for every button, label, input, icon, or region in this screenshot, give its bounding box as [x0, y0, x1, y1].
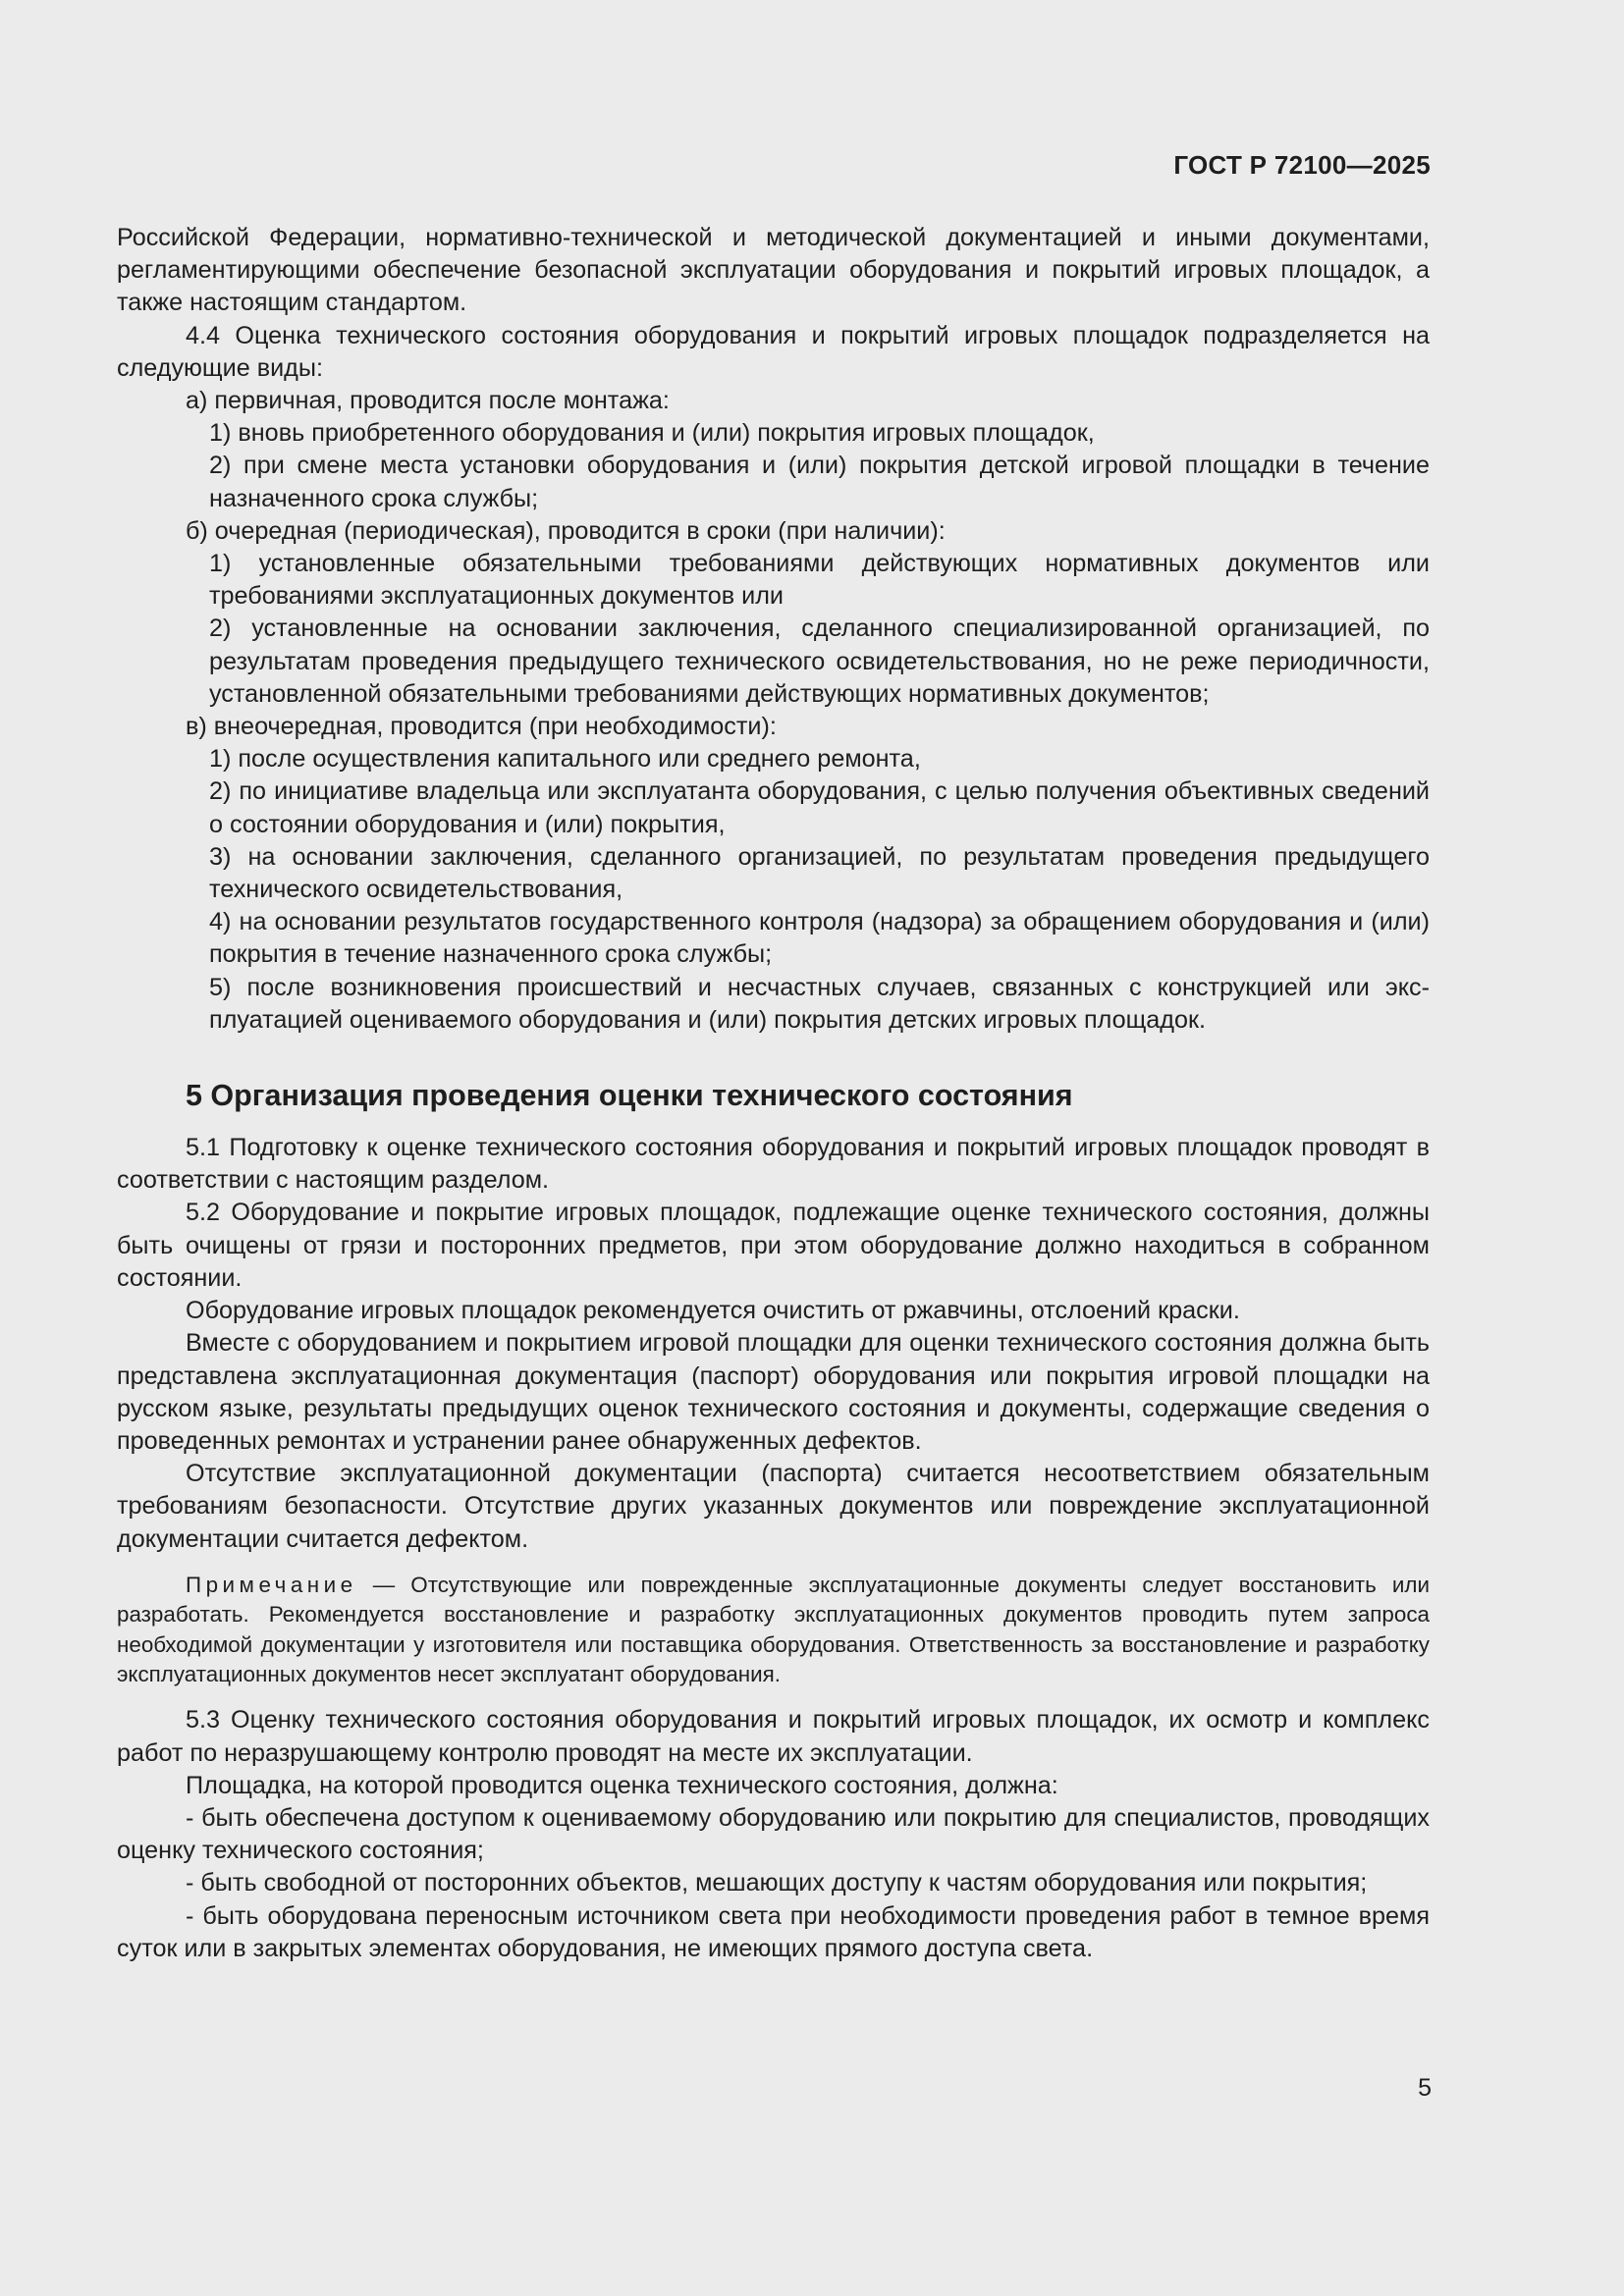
- note-label: Примечание: [186, 1572, 357, 1597]
- site-requirement-1: - быть обеспечена доступом к оцениваемому оборудованию или покрытию для специалистов, проводящих оценку технического состояния;: [117, 1803, 1430, 1865]
- paragraph-5-2: 5.2 Оборудование и покрытие игровых площадок, подлежащие оценке технического состояния, должны быть очищены от грязи и посторонних предметов, при этом оборудование должно находиться в собранном состоянии.: [117, 1199, 1430, 1292]
- list-item-a: а) первичная, проводится после монтажа:: [186, 387, 670, 415]
- list-item-b: б) очередная (периодическая), проводится в сроки (при наличии):: [186, 516, 946, 545]
- document-code-header: ГОСТ Р 72100—2025: [1173, 150, 1431, 180]
- note-text: — Отсутствующие или поврежденные эксплуатационные документы следует восстановить или разработать. Рекомендуется восстановление и разработку эксплуатационных документов проводить путем запроса необходимой документации у изготовителя или поставщика оборудования. Ответственность за восстановление и разработку эксплуатационных документов несет эксплуатант оборудования.: [117, 1572, 1430, 1686]
- site-requirement-2: - быть свободной от посторонних объектов, мешающих доступу к частям оборудования или покрытия;: [186, 1869, 1368, 1897]
- paragraph-5-3: 5.3 Оценку технического состояния оборудования и покрытий игровых площадок, их осмотр и комплекс работ по неразрушающему контролю проводят на месте их эксплуатации.: [117, 1706, 1430, 1767]
- page-content: [117, 222, 1430, 1965]
- list-item-v-4: 4) на основании результатов государственного контроля (надзора) за обращением оборудования и (или) покрытия в течение назначенного срока службы;: [209, 908, 1430, 969]
- paragraph-cleaning: Оборудование игровых площадок рекомендуется очистить от ржавчины, отслоений краски.: [186, 1297, 1240, 1325]
- paragraph-4-4: 4.4 Оценка технического состояния оборудования и покрытий игровых площадок подразделяется на следующие виды:: [117, 321, 1430, 382]
- page-number: 5: [1418, 2074, 1432, 2102]
- list-item-v-5: 5) после возникновения происшествий и несчастных случаев, связанных с конструкцией или эксплуатацией оцениваемого оборудования и (или) покрытия детских игровых площадок.: [209, 973, 1430, 1034]
- list-item-a-1: 1) вновь приобретенного оборудования и (или) покрытия игровых площадок,: [209, 419, 1095, 448]
- note-block: [117, 1571, 1430, 1690]
- list-item-b-2: 2) установленные на основании заключения, сделанного специализированной организацией, по результатам проведения предыдущего технического освидетельствования, но не реже периодичности, установленной обязательными требованиями действующих нормативных документов;: [209, 614, 1430, 708]
- paragraph-5-1: 5.1 Подготовку к оценке технического состояния оборудования и покрытий игровых площадок проводят в соответствии с настоящим разделом.: [117, 1134, 1430, 1195]
- list-item-v: в) внеочередная, проводится (при необходимости):: [186, 713, 777, 741]
- list-item-v-2: 2) по инициативе владельца или эксплуатанта оборудования, с целью получения объективных сведений о состоянии оборудования и (или) покрытия,: [209, 777, 1430, 838]
- list-item-v-3: 3) на основании заключения, сделанного организацией, по результатам проведения предыдущего технического освидетельствования,: [209, 842, 1430, 904]
- site-requirement-3: - быть оборудована переносным источником света при необходимости проведения работ в темное время суток или в закрытых элементах оборудования, не имеющих прямого доступа света.: [117, 1901, 1430, 1962]
- paragraph-continuation: Российской Федерации, нормативно-технической и методической документацией и иными документами, регламентирующими обеспечение безопасной эксплуатации оборудования и покрытий игровых площадок, а также настоящим стандартом.: [117, 224, 1430, 317]
- paragraph-documentation: Вместе с оборудованием и покрытием игровой площадки для оценки технического состояния должна быть представлена эксплуатационная документация (паспорт) оборудования или покрытия игровой площадки на русском языке, результаты предыдущих оценок технического состояния и документы, содержащие сведения о проведенных ремонтах и устранении ранее обнаруженных дефектов.: [117, 1329, 1430, 1455]
- paragraph-absence: Отсутствие эксплуатационной документации (паспорта) считается несоответствием обязательным требованиям безопасности. Отсутствие других указанных документов или повреждение эксплуатационной документации считается дефектом.: [117, 1460, 1430, 1553]
- paragraph-site: Площадка, на которой проводится оценка технического состояния, должна:: [186, 1771, 1058, 1799]
- list-item-b-1: 1) установленные обязательными требованиями действующих нормативных документов или требованиями эксплуатационных документов или: [209, 550, 1430, 611]
- list-item-a-2: 2) при смене места установки оборудования и (или) покрытия детской игровой площадки в течение назначенного срока службы;: [209, 452, 1430, 512]
- section-5-heading: 5 Организация проведения оценки технического состояния: [186, 1079, 1073, 1113]
- list-item-v-1: 1) после осуществления капитального или среднего ремонта,: [209, 745, 921, 774]
